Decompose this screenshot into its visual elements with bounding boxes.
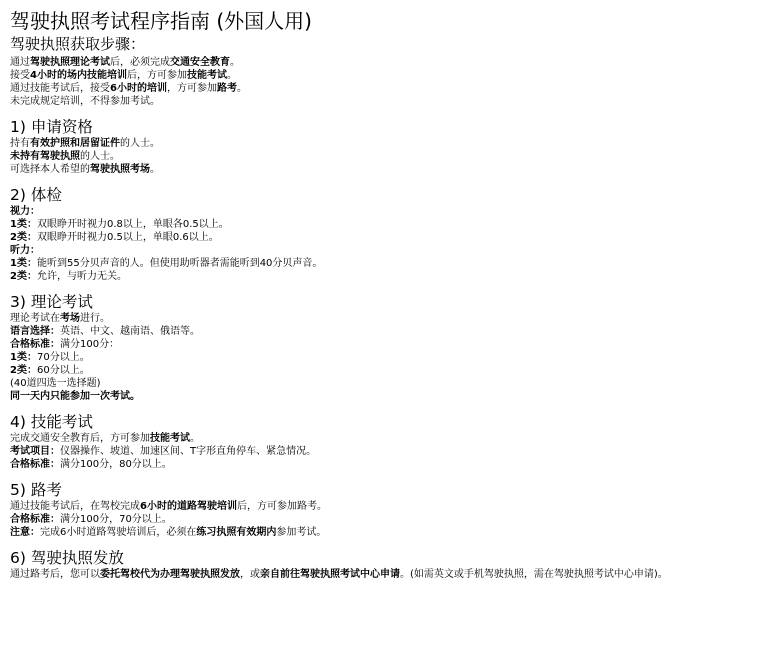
text-segment: 的人士。 (80, 151, 120, 162)
section-title: 2) 体检 (10, 186, 62, 204)
text-segment: 。 (236, 83, 247, 94)
bold-text: 4小时的场内技能培训 (30, 70, 127, 81)
bold-text: 合格标准： (10, 339, 60, 350)
text-segment: 进行。 (80, 313, 110, 324)
text-segment: 接受 (10, 70, 30, 81)
text-segment: 完成6小时道路驾驶培训后，必须在 (40, 527, 197, 538)
text-segment: 完成交通安全教育后，方可参加 (10, 433, 150, 444)
page-title: 驾驶执照考试程序指南 (外国人用) (10, 9, 312, 33)
text-segment: 满分100分，80分以上。 (60, 459, 172, 470)
bold-text: 驾驶执照考场 (90, 164, 150, 175)
bold-text: 2类： (10, 365, 37, 376)
text-segment: 。 (150, 164, 160, 175)
bold-text: 交通安全教育 (170, 57, 230, 68)
text-segment: 。 (230, 57, 240, 68)
text-line (10, 445, 775, 458)
section (10, 185, 775, 283)
text-segment: 后，方可参加 (126, 70, 187, 81)
bold-text: 6小时的道路驾驶培训 (140, 501, 237, 512)
bold-text: 2类： (10, 271, 37, 282)
text-segment: 仪器操作、坡道、加速区间、T字形直角停车、紧急情况。 (60, 446, 317, 457)
sections (10, 117, 775, 581)
text-line (10, 500, 775, 513)
bold-text: 委托驾校代为办理驾驶执照发放 (100, 569, 240, 580)
bold-text: 视力： (10, 206, 40, 217)
text-line (10, 205, 775, 218)
text-segment: 后，方可参加路考。 (236, 501, 327, 512)
section-title: 3) 理论考试 (10, 293, 93, 311)
bold-text: 合格标准： (10, 459, 60, 470)
text-line (10, 95, 775, 108)
bold-text: 未持有驾驶执照 (10, 151, 80, 162)
bold-text: 技能考试 (186, 70, 227, 81)
text-segment: (40道四选一选择题) (10, 378, 101, 389)
section (10, 412, 775, 471)
text-segment: 通过技能考试后，接受 (10, 83, 110, 94)
text-line (10, 231, 775, 244)
text-segment: 理论考试在 (10, 313, 60, 324)
bold-text: 考场 (60, 313, 80, 324)
text-segment: 持有 (10, 138, 30, 149)
text-line (10, 312, 775, 325)
text-segment: 通过 (10, 57, 30, 68)
text-line (10, 338, 775, 351)
bold-text: 有效护照和居留证件 (30, 138, 120, 149)
text-segment: 通过路考后，您可以 (10, 569, 100, 580)
bold-text: 合格标准： (10, 514, 60, 525)
bold-text: 考试项目： (10, 446, 60, 457)
text-line (10, 244, 775, 257)
text-line (10, 56, 775, 69)
bold-text: 练习执照有效期内 (196, 527, 277, 538)
text-line (10, 163, 775, 176)
text-line (10, 377, 775, 390)
text-line (10, 390, 775, 403)
section (10, 117, 775, 176)
bold-text: 1类： (10, 258, 37, 269)
intro-heading: 驾驶执照获取步骤： (10, 35, 146, 53)
section-title: 1) 申请资格 (10, 118, 93, 136)
bold-text: 听力： (10, 245, 40, 256)
text-line (10, 364, 775, 377)
section-title: 6) 驾驶执照发放 (10, 549, 124, 567)
bold-text: 1类： (10, 352, 37, 363)
bold-text: 2类： (10, 232, 37, 243)
text-segment: 。 (226, 70, 237, 81)
text-segment: ，或 (240, 569, 260, 580)
text-line (10, 69, 775, 82)
text-line (10, 513, 775, 526)
text-line (10, 432, 775, 445)
document (10, 8, 775, 581)
bold-text: 亲自前往驾驶执照考试中心申请 (260, 569, 400, 580)
text-segment: 。(如需英文或手机驾驶执照，需在驾驶执照考试中心申请)。 (400, 569, 668, 580)
text-line (10, 351, 775, 364)
text-line (10, 325, 775, 338)
text-segment: 满分100分，70分以上。 (60, 514, 172, 525)
intro-lines (10, 56, 775, 108)
text-line (10, 270, 775, 283)
text-segment: 满分100分： (60, 339, 120, 350)
text-segment: 通过技能考试后，在驾校完成 (10, 501, 140, 512)
bold-text: 1类： (10, 219, 37, 230)
section (10, 292, 775, 403)
text-segment: 70分以上。 (36, 352, 90, 363)
text-segment: 的人士。 (120, 138, 160, 149)
text-segment: 允许，与听力无关。 (36, 271, 127, 282)
text-segment: 能听到55分贝声音的人。但使用助听器者需能听到40分贝声音。 (36, 258, 323, 269)
text-line (10, 137, 775, 150)
text-segment: 未完成规定培训，不得参加考试。 (10, 96, 160, 107)
text-line (10, 526, 775, 539)
bold-text: 驾驶执照理论考试 (30, 57, 110, 68)
text-segment: 参加考试。 (276, 527, 327, 538)
text-line (10, 458, 775, 471)
bold-text: 路考 (216, 83, 237, 94)
text-segment: ，方可参加 (166, 83, 217, 94)
section (10, 480, 775, 539)
text-segment: 双眼睁开时视力0.8以上，单眼各0.5以上。 (36, 219, 229, 230)
text-segment: 60分以上。 (36, 365, 90, 376)
section-title: 4) 技能考试 (10, 413, 93, 431)
text-line (10, 257, 775, 270)
text-segment: 可选择本人希望的 (10, 164, 90, 175)
bold-text: 6小时的培训 (110, 83, 167, 94)
text-segment: 。 (190, 433, 200, 444)
bold-text: 语言选择： (10, 326, 60, 337)
section-title: 5) 路考 (10, 481, 62, 499)
text-line (10, 218, 775, 231)
text-line (10, 568, 775, 581)
bold-text: 注意： (10, 527, 40, 538)
intro-section (10, 34, 775, 108)
text-line (10, 82, 775, 95)
bold-text: 同一天内只能参加一次考试。 (10, 391, 140, 402)
bold-text: 技能考试 (150, 433, 190, 444)
text-segment: 英语、中文、越南语、俄语等。 (60, 326, 200, 337)
text-segment: 双眼睁开时视力0.5以上，单眼0.6以上。 (36, 232, 219, 243)
section (10, 548, 775, 581)
text-segment: 后，必须完成 (110, 57, 170, 68)
text-line (10, 150, 775, 163)
